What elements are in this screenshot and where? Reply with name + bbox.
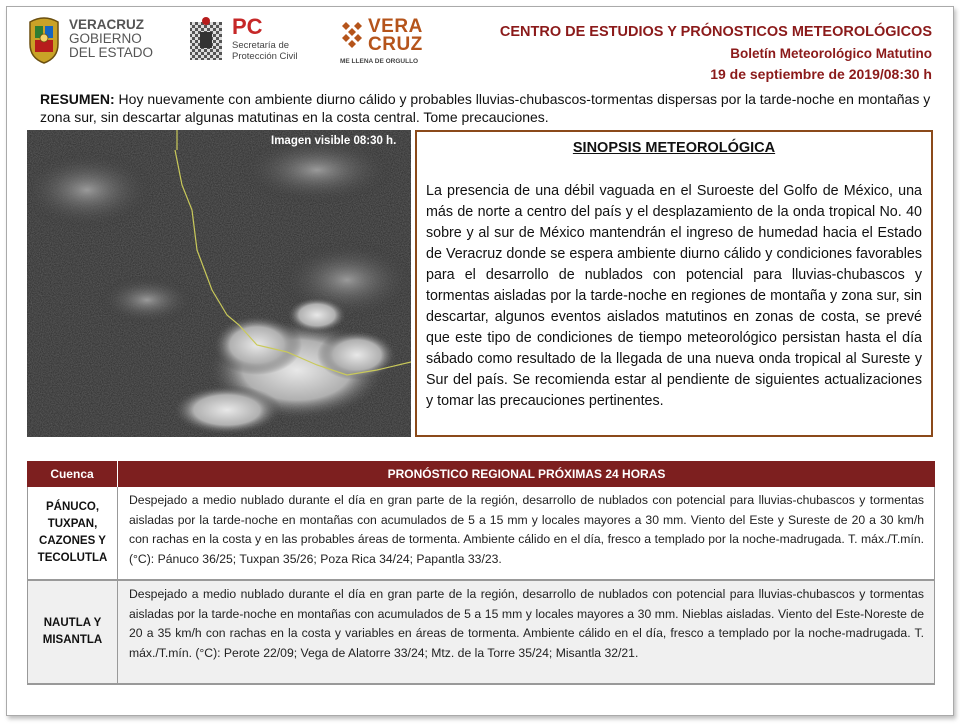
synopsis-box xyxy=(415,130,933,437)
logo3-line1: VERA xyxy=(368,16,423,37)
logo1-line1: VERACRUZ xyxy=(69,17,145,32)
region-name: NAUTLA Y MISANTLA xyxy=(28,581,118,683)
summary xyxy=(40,90,935,126)
column-header-cuenca: Cuenca xyxy=(27,461,118,487)
logo1-line2: GOBIERNO xyxy=(69,31,142,46)
table-row xyxy=(27,487,935,581)
coat-of-arms-icon xyxy=(24,16,64,64)
summary-text: Hoy nuevamente con ambiente diurno cálido y probables lluvias-chubascos-tormentas dispersas por la tarde-noche en montañas y zona sur, sin descartar algunas matutinas en la costa central. Tome precauciones. xyxy=(40,91,931,125)
logo3-tagline: ME LLENA DE ORGULLO xyxy=(340,58,419,65)
satellite-image-label: Imagen visible 08:30 h. xyxy=(271,135,397,147)
bulletin-date: 19 de septiembre de 2019/08:30 h xyxy=(710,66,932,82)
table-row xyxy=(27,581,935,685)
column-header-forecast: PRONÓSTICO REGIONAL PRÓXIMAS 24 HORAS xyxy=(387,467,666,481)
logo2-line2: Protección Civil xyxy=(232,51,298,62)
table-header xyxy=(27,461,935,487)
synopsis-text: La presencia de una débil vaguada en el Suroeste del Golfo de México, una más de norte a centro del país y el desplazamiento de la onda tropical No. 40 sobre y al sur de México mantendrán el ingreso de humedad hacia el Estado de Veracruz donde se espera ambiente diurno cálido y condiciones favorables para el desarrollo de nublados con potencial para lluvias-chubascos y tormentas aisladas por la tarde-noche en regiones de montaña y zona sur, sin descartar, algunos eventos aislados matutinos en zonas de costa, se prevé que este tipo de condiciones de tiempo meteorológico persistan hasta el día sábado como resultado de la llegada de una nueva onda tropical al Sureste y Sur del país. Se recomienda estar al pendiente de siguientes actualizaciones y tomar las precauciones pertinentes. xyxy=(426,183,922,409)
logo2-line1: Secretaría de xyxy=(232,40,290,51)
diamond-pattern-icon xyxy=(340,22,364,50)
logo2-abbr: PC xyxy=(232,14,263,39)
bulletin-subtitle: Boletín Meteorológico Matutino xyxy=(730,46,932,61)
logo3-line2: CRUZ xyxy=(368,34,423,55)
veracruz-government-logo xyxy=(24,16,154,66)
region-forecast: Despejado a medio nublado durante el día en gran parte de la región, desarrollo de nublados con potencial para lluvias-chubascos y tormentas aisladas por la tarde-noche en montañas con acumulados de 5 a 15 mm y locales mayores a 30 mm. Nieblas aisladas. Viento del Este-Noreste de 20 a 35 km/h con rachas en la costa y variables en áreas de tormenta. Ambiente cálido en el día, fresco a templado por la noche-madrugada. T. máx./T.mín. (°C): Perote 22/09; Vega de Alatorre 33/24; Mtz. de la Torre 35/24; Misantla 32/21. xyxy=(129,587,924,660)
summary-label: RESUMEN: xyxy=(40,91,115,107)
region-name: PÁNUCO, TUXPAN, CAZONES Y TECOLUTLA xyxy=(28,487,118,579)
synopsis-title: SINOPSIS METEOROLÓGICA xyxy=(572,140,776,156)
center-title: CENTRO DE ESTUDIOS Y PRÓNOSTICOS METEOROLÓGICOS xyxy=(499,24,932,40)
forecast-table xyxy=(27,461,935,685)
veracruz-brand-logo xyxy=(340,16,440,68)
region-forecast: Despejado a medio nublado durante el día en gran parte de la región, desarrollo de nublados con potencial para lluvias-chubascos y tormentas aisladas por la tarde-noche en montañas con acumulados de 5 a 15 mm y locales mayores a 30 mm. Viento del Este y Sureste de 20 a 30 km/h con rachas en la costa y en las probables áreas de tormenta. Ambiente cálido en el día, fresco a templado por la noche-madrugada. T. máx./T.mín. (°C): Pánuco 36/25; Tuxpan 35/26; Poza Rica 34/24; Papantla 33/23. xyxy=(129,493,924,566)
logo1-line3: DEL ESTADO xyxy=(69,45,154,60)
satellite-visible-image xyxy=(27,130,411,437)
civil-protection-shield-icon xyxy=(186,16,226,62)
satellite-image xyxy=(27,130,411,437)
proteccion-civil-logo xyxy=(186,16,306,66)
bulletin-header xyxy=(500,22,932,85)
